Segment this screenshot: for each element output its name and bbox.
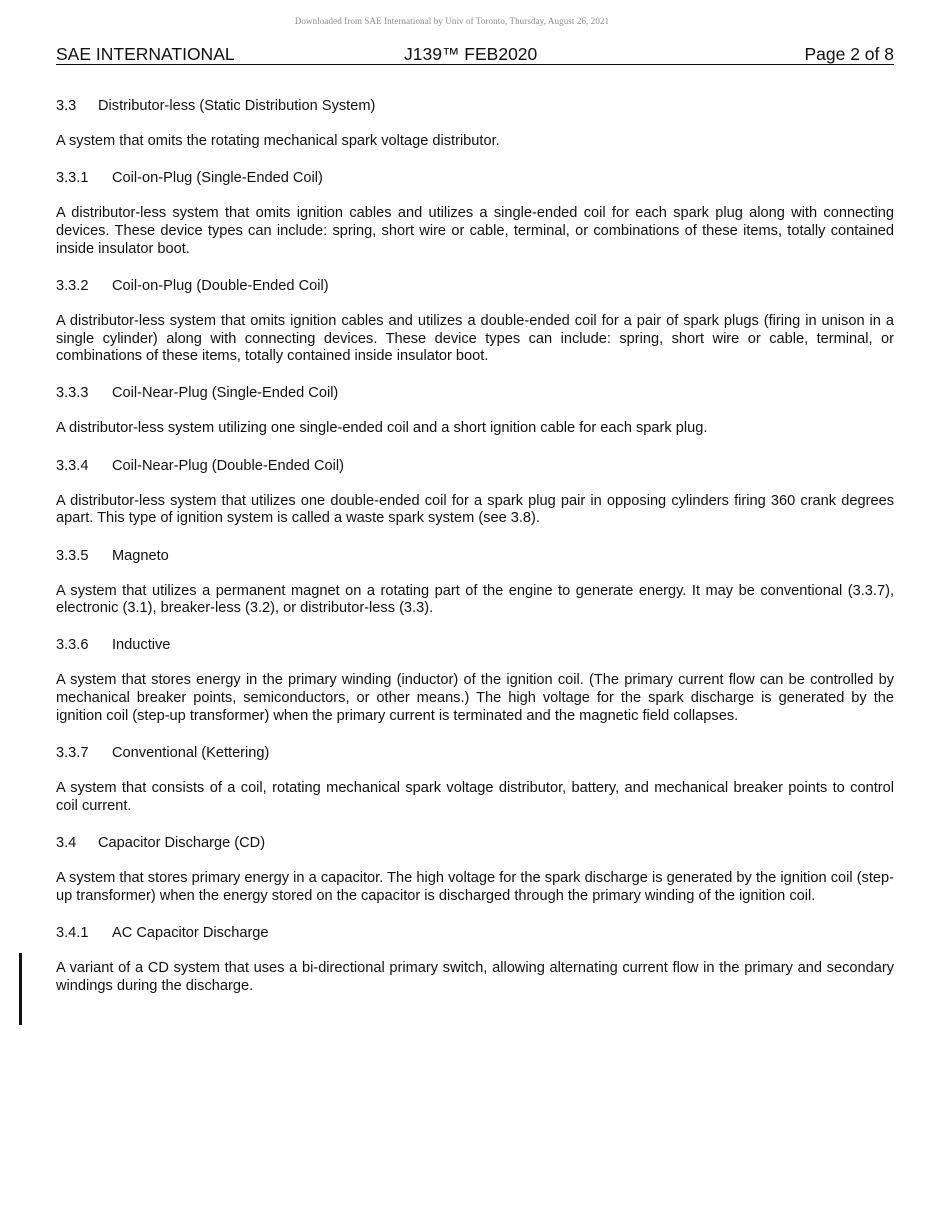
section-number: 3.3.6 [56, 637, 89, 654]
section-number: 3.3.2 [56, 277, 89, 294]
section-heading [56, 384, 894, 402]
section-heading [56, 547, 894, 565]
section-title: Inductive [112, 637, 171, 654]
section-number: 3.4 [56, 834, 77, 851]
document-body [56, 97, 894, 1014]
section-number: 3.3 [56, 98, 77, 114]
section-3-3-5 [56, 547, 894, 618]
section-heading [56, 924, 894, 942]
section-heading [56, 169, 894, 187]
section-paragraph: A system that stores energy in the primary winding (inductor) of the ignition coil. (The primary current flow can be controlled by mechanical breaker points, semiconductors, or other means.) The high voltage for the spark discharge is generated by the ignition coil (step-up transformer) when the primary current is terminated and the magnetic field collapses. [56, 672, 894, 724]
section-title: Coil-Near-Plug (Double-Ended Coil) [112, 457, 344, 474]
download-watermark: Downloaded from SAE International by Univ of Toronto, Thursday, August 26, 2021 [294, 16, 610, 26]
section-3-4-1 [56, 924, 894, 995]
section-number: 3.4.1 [56, 924, 89, 941]
section-title: Coil-Near-Plug (Single-Ended Coil) [112, 385, 339, 402]
section-title: Magneto [112, 547, 169, 564]
section-3-3-2 [56, 277, 894, 366]
header-organization: SAE INTERNATIONAL [56, 44, 235, 64]
section-number: 3.3.5 [56, 547, 89, 564]
section-paragraph: A system that utilizes a permanent magnet on a rotating part of the engine to generate energy. It may be conventional (3.3.7), electronic (3.1), breaker-less (3.2), or distributor-less (3.3). [56, 582, 894, 617]
section-paragraph: A distributor-less system that utilizes one double-ended coil for a spark plug pair in opposing cylinders firing 360 crank degrees apart. This type of ignition system is called a waste spark system (see 3.8). [56, 492, 894, 527]
section-paragraph: A distributor-less system utilizing one single-ended coil and a short ignition cable for each spark plug. [56, 420, 708, 437]
revision-change-bar [19, 953, 22, 1025]
section-number: 3.3.1 [56, 170, 89, 187]
section-title: Coil-on-Plug (Single-Ended Coil) [112, 170, 323, 187]
section-title: AC Capacitor Discharge [112, 924, 269, 941]
section-paragraph: A distributor-less system that omits ignition cables and utilizes a double-ended coil for a pair of spark plugs (firing in unison in a single cylinder) along with connecting devices. These device types can include: spring, short wire or cable, terminal, or combinations of these items, totally contained inside insulator boot. [56, 312, 894, 365]
section-title: Distributor-less (Static Distribution System) [98, 98, 376, 114]
header-page-number: Page 2 of 8 [804, 44, 894, 64]
section-paragraph: A system that consists of a coil, rotating mechanical spark voltage distributor, battery, and mechanical breaker points to control coil current. [56, 780, 894, 814]
section-paragraph: A variant of a CD system that uses a bi-directional primary switch, allowing alternating current flow in the primary and secondary windings during the discharge. [56, 959, 894, 994]
section-3-4 [56, 834, 894, 905]
header-document-id: J139™ FEB2020 [404, 44, 538, 64]
section-3-3-6 [56, 636, 894, 725]
section-title: Conventional (Kettering) [112, 745, 270, 762]
section-heading [56, 834, 894, 852]
section-3-3-7 [56, 744, 894, 815]
section-heading [56, 277, 894, 295]
section-number: 3.3.7 [56, 745, 89, 762]
section-3-3-4 [56, 457, 894, 528]
section-3-3 [56, 97, 894, 151]
section-heading [56, 97, 894, 115]
running-header [56, 44, 894, 65]
section-heading [56, 744, 894, 762]
section-number: 3.3.4 [56, 457, 89, 474]
section-paragraph: A system that stores primary energy in a capacitor. The high voltage for the spark discharge is generated by the ignition coil (step-up transformer) when the energy stored on the capacitor is discharged through the primary winding of the ignition coil. [56, 869, 894, 904]
section-title: Coil-on-Plug (Double-Ended Coil) [112, 277, 329, 294]
section-paragraph: A system that omits the rotating mechanical spark voltage distributor. [56, 133, 500, 149]
section-title: Capacitor Discharge (CD) [98, 834, 266, 851]
section-heading [56, 636, 894, 654]
section-3-3-1 [56, 169, 894, 258]
section-number: 3.3.3 [56, 385, 89, 402]
section-heading [56, 457, 894, 475]
section-3-3-3 [56, 384, 894, 438]
section-paragraph: A distributor-less system that omits ignition cables and utilizes a single-ended coil for each spark plug along with connecting devices. These device types can include: spring, short wire or cable, terminal, or combinations of these items, totally contained inside insulator boot. [56, 205, 894, 257]
